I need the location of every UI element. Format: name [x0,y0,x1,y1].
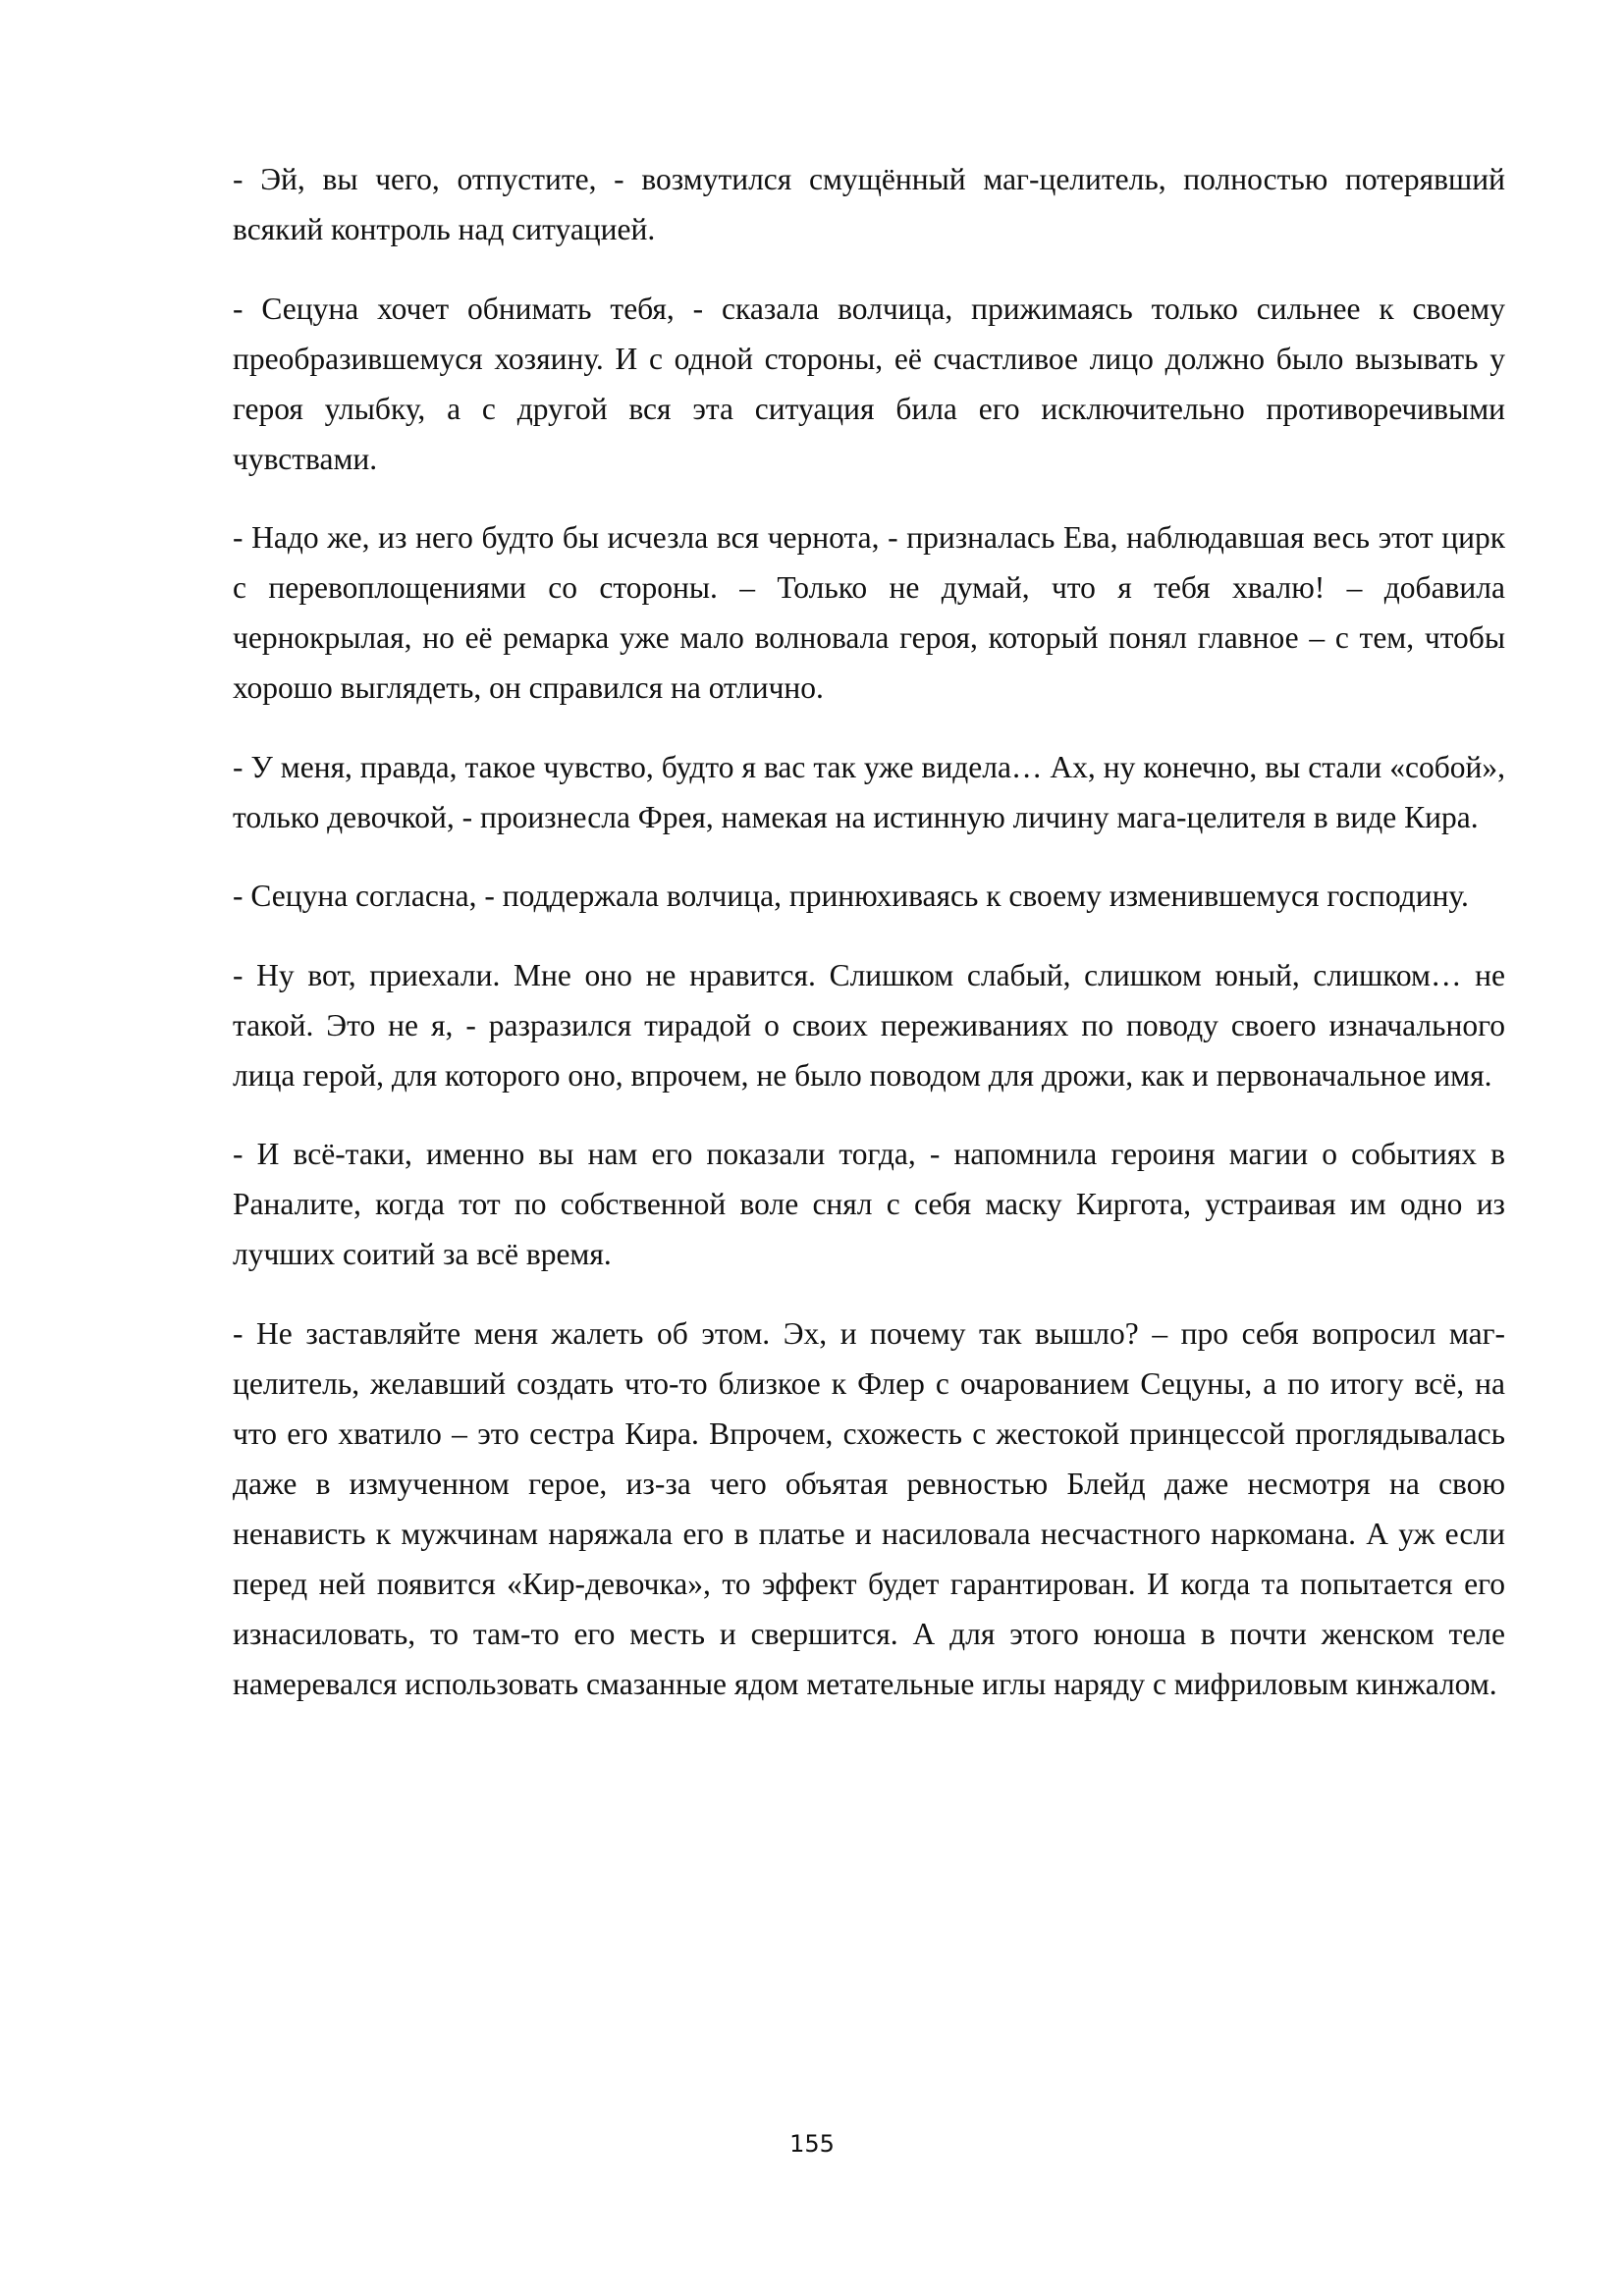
paragraph: - Надо же, из него будто бы исчезла вся чернота, - призналась Ева, наблюдавшая весь этот цирк с перевоплощениями со стороны. – Только не думай, что я тебя хвалю! – добавила чернокрылая, но её ремарка уже мало волновала героя, который понял главное – с тем, чтобы хорошо выглядеть, он справился на отлично. [233,520,1505,705]
paragraph: - Не заставляйте меня жалеть об этом. Эх, и почему так вышло? – про себя вопросил маг-целитель, желавший создать что-то близкое к Флер с очарованием Сецуны, а по итогу всё, на что его хватило – это сестра Кира. Впрочем, схожесть с жестокой принцессой проглядывалась даже в измученном герое, из-за чего объятая ревностью Блейд даже несмотря на свою ненависть к мужчинам наряжала его в платье и насиловала несчастного наркомана. А уж если перед ней появится «Кир-девочка», то эффект будет гарантирован. И когда та попытается его изнасиловать, то там-то его месть и свершится. А для этого юноша в почти женском теле намеревался использовать смазанные ядом метательные иглы наряду с мифриловым кинжалом. [233,1315,1505,1701]
paragraph: - Сецуна хочет обнимать тебя, - сказала волчица, прижимаясь только сильнее к своему преобразившемуся хозяину. И с одной стороны, её счастливое лицо должно было вызывать у героя улыбку, а с другой вся эта ситуация била его исключительно противоречивыми чувствами. [233,291,1505,476]
paragraph: - Ну вот, приехали. Мне оно не нравится. Слишком слабый, слишком юный, слишком… не такой. Это не я, - разразился тирадой о своих переживаниях по поводу своего изначального лица герой, для которого оно, впрочем, не было поводом для дрожи, как и первоначальное имя. [233,957,1505,1093]
paragraph: - Сецуна согласна, - поддержала волчица, принюхиваясь к своему изменившемуся господину. [233,879,1469,913]
paragraph: - И всё-таки, именно вы нам его показали тогда, - напомнила героиня магии о событиях в Раналите, когда тот по собственной воле снял с себя маску Киргота, устраивая им одно из лучших соитий за всё время. [233,1137,1505,1271]
page-number: 155 [789,2130,835,2158]
body-text [233,154,1505,1737]
paragraph: - У меня, правда, такое чувство, будто я вас так уже видела… Ах, ну конечно, вы стали «собой», только девочкой, - произнесла Фрея, намекая на истинную личину мага-целителя в виде Кира. [233,749,1505,834]
paragraph: - Эй, вы чего, отпустите, - возмутился смущённый маг-целитель, полностью потерявший всякий контроль над ситуацией. [233,162,1505,246]
